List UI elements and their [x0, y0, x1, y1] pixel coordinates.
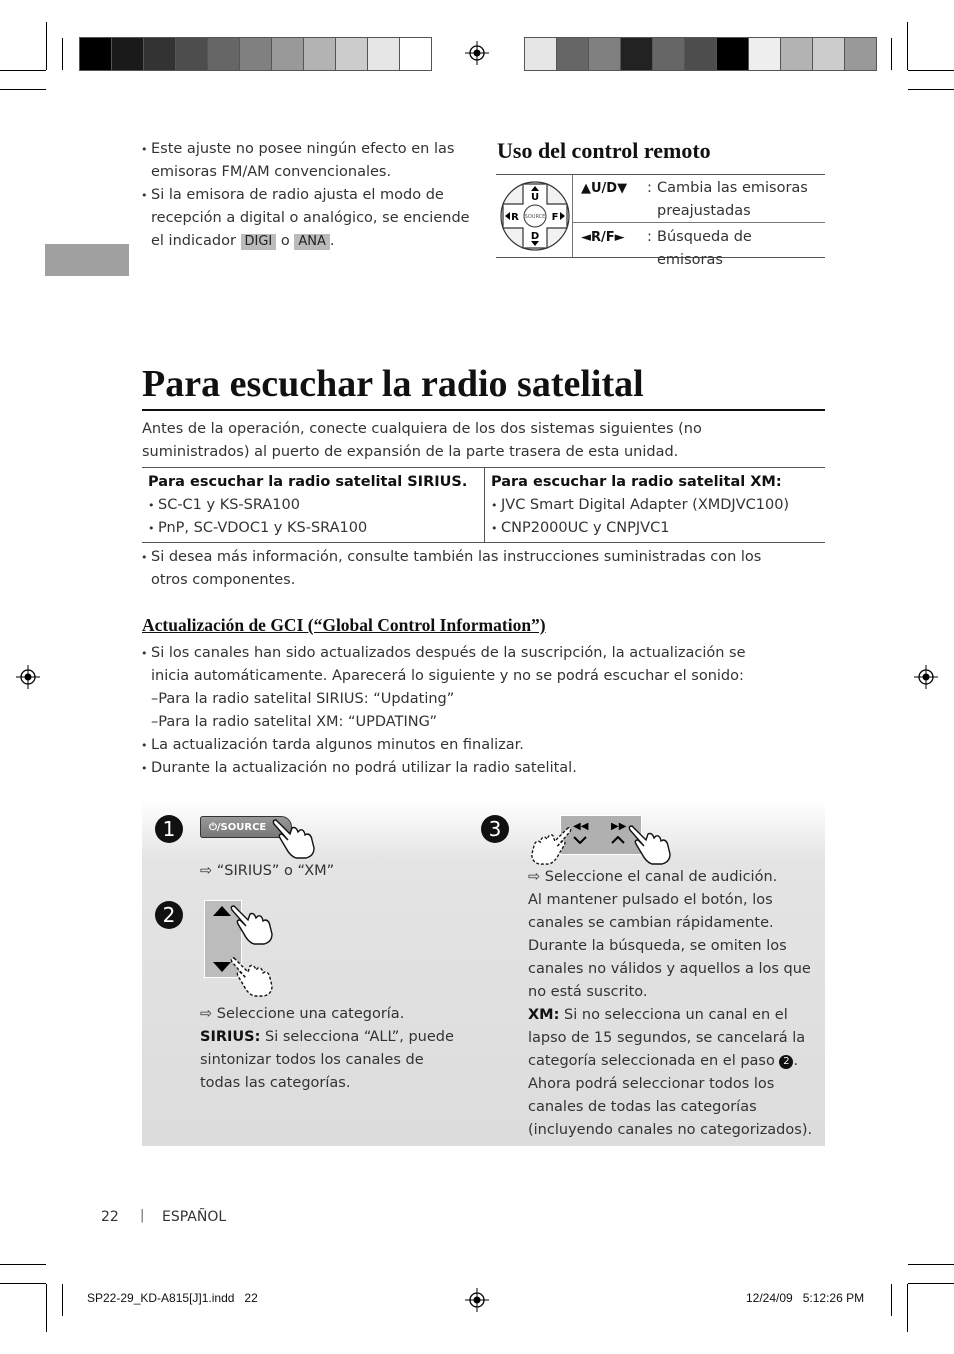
down-arrow-icon [213, 962, 231, 972]
grayscale-swatch [367, 37, 400, 71]
components-note: • Si desea más información, consulte también las instrucciones suministradas con los otros componentes. [141, 546, 801, 592]
registration-mark-icon [465, 41, 489, 65]
ana-indicator: ANA [294, 234, 330, 250]
grayscale-swatch [175, 37, 208, 71]
dpad-left-label: R [511, 212, 519, 223]
step-ref-badge: 2 [779, 1055, 793, 1069]
footer-separator: | [140, 1208, 145, 1223]
footer-datetime: 12/24/09 5:12:26 PM [746, 1291, 865, 1305]
registration-mark-icon [914, 665, 938, 689]
note-bullet: • Este ajuste no posee ningún efecto en las emisoras FM/AM convencionales. [141, 138, 476, 184]
list-item: • CNP2000UC y CNPJVC1 [491, 517, 819, 540]
gci-list [141, 642, 781, 780]
step-2-number: 2 [155, 901, 183, 929]
result-arrow-icon: ⇨ [200, 863, 213, 879]
result-arrow-icon: ⇨ [528, 869, 541, 885]
page-title: Para escuchar la radio satelital [142, 363, 644, 405]
grayscale-swatch [111, 37, 144, 71]
step-1-number: 1 [155, 815, 183, 843]
up-arrow-icon [213, 906, 231, 916]
step-3-text: ⇨ Seleccione el canal de audición. Al mantener pulsado el botón, los canales se cambian rápidamente. Durante la búsqueda, se omiten los canales no válidos y aquellos a los que no está suscrito. XM: Si no selecciona un canal en el lapso de 15 segundos, se cancelará la categoría seleccionada en el paso 2 . Ahora podrá seleccionar todos los canales de todas las categorías (incluyendo canales no categorizados). [528, 869, 813, 1138]
gci-bullet: • La actualización tarda algunos minutos en finalizar. [141, 734, 781, 757]
grayscale-swatch [271, 37, 304, 71]
source-button-label: ⏻/SOURCE [209, 822, 267, 833]
pointing-hand-icon [628, 820, 674, 866]
intro-text: Antes de la operación, conecte cualquiera de los dos sistemas siguientes (no suministrados) al puerto de expansión de la parte trasera de esta unidad. [142, 421, 702, 460]
step-3-number: 3 [481, 815, 509, 843]
grayscale-swatch [79, 37, 112, 71]
grayscale-swatch [239, 37, 272, 71]
chevron-up-icon [611, 836, 625, 844]
grayscale-swatch [620, 37, 653, 71]
pointing-hand-icon [272, 814, 318, 860]
side-tab [45, 244, 129, 276]
grayscale-swatch [143, 37, 176, 71]
step-1-result: ⇨ “SIRIUS” o “XM” [200, 863, 335, 879]
page-number: 22 [101, 1209, 119, 1225]
list-item: • JVC Smart Digital Adapter (XMDJVC100) [491, 494, 819, 517]
gci-bullet: • Durante la actualización no podrá utilizar la radio satelital. [141, 757, 781, 780]
grayscale-swatch [335, 37, 368, 71]
note-bullet: • Si la emisora de radio ajusta el modo de recepción a digital o analógico, se enciende el indicador DIGI o ANA . [141, 184, 476, 253]
list-item: • PnP, SC-VDOC1 y KS-SRA100 [148, 517, 478, 540]
dpad-down-label: D [530, 231, 540, 242]
grayscale-swatch [588, 37, 621, 71]
xm-header: Para escuchar la radio satelital XM: [491, 474, 782, 490]
grayscale-swatch [780, 37, 813, 71]
registration-mark-icon [16, 665, 40, 689]
grayscale-swatch [303, 37, 336, 71]
grayscale-swatch [207, 37, 240, 71]
grayscale-swatch [524, 37, 557, 71]
grayscale-swatch [556, 37, 589, 71]
dpad-up-label: U [530, 192, 540, 203]
remote-title: Uso del control remoto [497, 138, 711, 163]
systems-table [142, 467, 825, 543]
pointing-hand-icon [230, 900, 276, 946]
prev-skip-icon: ◀◀ [573, 821, 589, 832]
grayscale-swatch [652, 37, 685, 71]
gci-dash: –Para la radio satelital XM: “UPDATING” [151, 714, 437, 730]
grayscale-swatch [844, 37, 877, 71]
grayscale-swatch [716, 37, 749, 71]
grayscale-swatch [812, 37, 845, 71]
gci-heading: Actualización de GCI (“Global Control Information”) [142, 615, 546, 635]
registration-mark-icon [465, 1288, 489, 1312]
top-notes [141, 138, 476, 253]
footer-file: SP22-29_KD-A815[J]1.indd 22 [87, 1291, 258, 1305]
step-2-text: ⇨ Seleccione una categoría. SIRIUS: Si selecciona “ALL”, puede sintonizar todos los canales de todas las categorías. [200, 1006, 454, 1091]
digi-indicator: DIGI [241, 234, 277, 250]
remote-table: U D R F SOURCE ▲U/D▼ : Cambia las emisoras preajustadas ◄R/F► : Búsqueda de emisoras [496, 174, 825, 258]
remote-dpad-icon [499, 180, 571, 252]
gci-dash: –Para la radio satelital SIRIUS: “Updating” [151, 691, 455, 707]
grayscale-swatch [399, 37, 432, 71]
pointing-hand-dashed-icon [230, 952, 276, 998]
pointing-hand-dashed-icon [528, 822, 572, 866]
result-arrow-icon: ⇨ [200, 1006, 213, 1022]
dpad-right-label: F [551, 212, 559, 223]
grayscale-swatch [748, 37, 781, 71]
gci-bullet: • Si los canales han sido actualizados después de la suscripción, la actualización se inicia automáticamente. Aparecerá lo siguiente y no se podrá escuchar el sonido: [141, 642, 781, 688]
title-rule [142, 409, 825, 411]
dpad-center-label: SOURCE [524, 214, 546, 220]
grayscale-swatch [684, 37, 717, 71]
sirius-header: Para escuchar la radio satelital SIRIUS. [148, 474, 468, 490]
chevron-down-icon [573, 836, 587, 844]
footer-language: ESPAÑOL [162, 1209, 227, 1225]
next-skip-icon: ▶▶ [611, 821, 627, 832]
list-item: • SC-C1 y KS-SRA100 [148, 494, 478, 517]
